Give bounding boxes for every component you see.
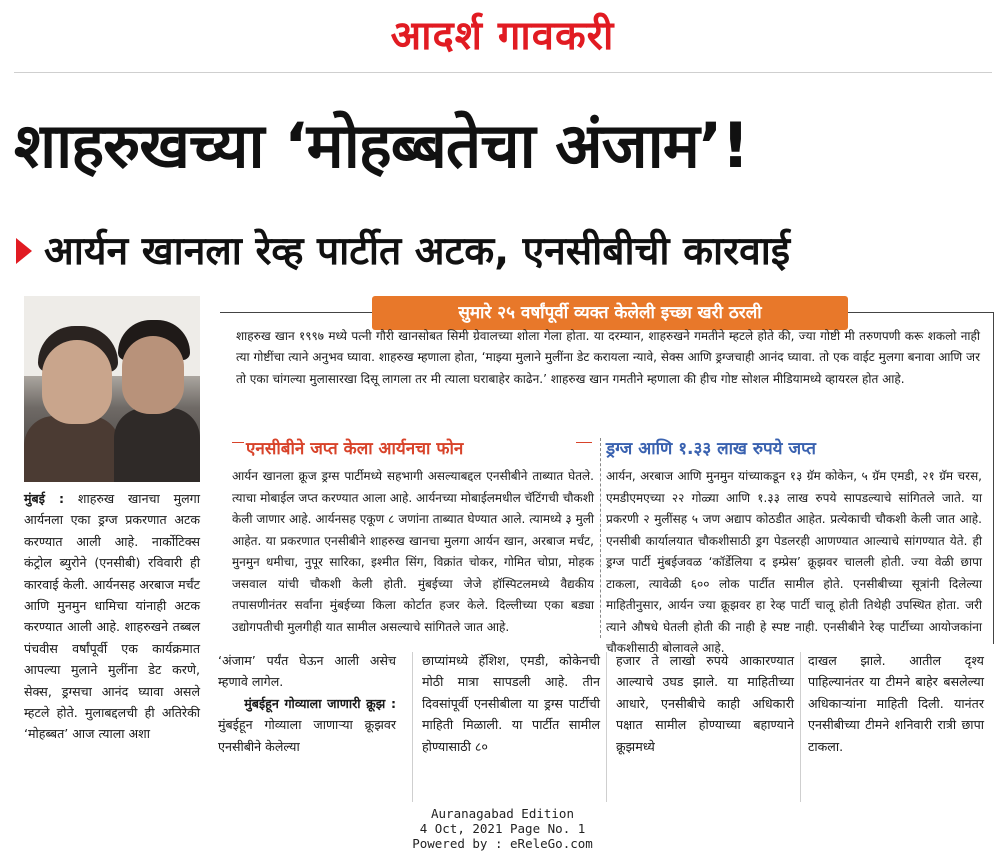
column-rule bbox=[606, 652, 607, 802]
left-column-text: आर्यन खानला क्रूज ड्रग्स पार्टीमध्ये सहभागी असल्याबद्दल एनसीबीने ताब्यात घेतले. त्याचा मोबाईल जप्त करण्यात आला आहे. आर्यनच्या मोबाईलमधील चॅटिंगची चौकशी केली जाणार आहे. आर्यनसह एकूण ८ जणांना ताब्यात घेण्यात आले. त्यामध्ये ३ मुली आहेत. या प्रकरणात एनसीबीने शाहरुख खानचा मुलगा आर्यन खान, अरबाज मर्चंट, मुनमुन धमीचा, नुपूर सारिका, इश्मीत सिंग, विक्रांत चोकर, गोमित चोप्रा, मोहक जसवाल यांची चौकशी केली होती. मुंबईच्या जेजे हॉस्पिटलमध्ये वैद्यकीय तपासणीनंतर सर्वांना मुंबईच्या किला कोर्टात हजर केले. दिल्लीच्या एका बड्या उद्योगपतीची मुलगीही यात सामील असल्याचे सांगितले जात आहे. bbox=[232, 469, 594, 634]
lead-paragraph bbox=[24, 488, 200, 745]
sub-headline-row bbox=[44, 222, 994, 282]
right-column-heading-row bbox=[606, 434, 986, 464]
box-banner-title: सुमारे २५ वर्षांपूर्वी व्यक्त केलेली इच्छा खरी ठरली bbox=[458, 303, 762, 323]
right-column-heading: ड्रग्ज आणि १.३३ लाख रुपये जप्त bbox=[606, 439, 816, 459]
right-column-text: आर्यन, अरबाज आणि मुनमुन यांच्याकडून १३ ग्रॅम कोकेन, ५ ग्रॅम एमडी, २१ ग्रॅम चरस, एमडीएमएच्या २२ गोळ्या आणि १.३३ लाख रुपये सापडल्याचे सांगितले जाते. या प्रकरणी २ मुलींसह ५ जण अद्याप कोठडीत आहेत. प्रत्येकाची चौकशी केली जात आहे. एनसीबी कार्यालयात चौकशीसाठी ड्रग पेडलरही आणण्यात आल्याचे सांगण्यात येते. ही ड्रग्ज पार्टी मुंबईजवळ ‘कॉर्डेलिया द इम्प्रेस’ क्रूझवर चालली होती. ज्या वेळी छापा टाकला, त्यावेळी ६०० लोक पार्टीत सामील होते. एनसीबीच्या सूत्रांनी दिलेल्या माहितीनुसार, आर्यन ज्या क्रूझवर हा रेव्ह पार्टी चालू होती तिथेही उपस्थित होता. जरी त्याने औषधे घेतली होती की नाही हे स्पष्ट नाही. एनसीबीने रेव्ह पार्टीच्या आयोजकांना चौकशीसाठी बोलावले आहे. bbox=[606, 469, 982, 655]
box-paragraph: शाहरुख खान १९९७ मध्ये पत्नी गौरी खानसोबत सिमी ग्रेवालच्या शोला गेला होता. या दरम्यान, शाहरुखने गमतीने म्हटले होते की, ज्या गोष्टी मी तरुणपणी करू शकलो नाही त्या गोष्टींचा त्याने अनुभव घ्यावा. शाहरुख म्हणाला होता, ‘माझ्या मुलाने मुलींना डेट करायला न्यावे, सेक्स आणि ड्रग्जचाही आनंद घ्यावा. तो एक वाईट मुलगा बनावा आणि जर तो एका चांगल्या मुलासारखा दिसू लागला तर मी त्याला घराबाहेर काढेन.’ शाहरुख खान गमतीने म्हणाला की हीच गोष्ट सोशल मीडियामध्ये व्हायरल होत आहे. bbox=[236, 329, 980, 386]
left-column-heading: एनसीबीने जप्त केला आर्यनचा फोन bbox=[246, 439, 464, 459]
bottom-col1-intro: ‘अंजाम’ पर्यंत घेऊन आली असेच म्हणावे लागेल. bbox=[218, 653, 396, 690]
sub-headline: आर्यन खानला रेव्ह पार्टीत अटक, एनसीबीची कारवाई bbox=[44, 229, 791, 274]
bottom-column-3: हजार ते लाखो रुपये आकारण्यात आल्याचे उघड झाले. या माहितीच्या आधारे, एनसीबीचे काही अधिकारी पक्षात सामील होण्याच्या बहाण्याने क्रूझमध्ये bbox=[616, 653, 794, 754]
main-headline: शाहरुखच्या ‘मोहब्बतेचा अंजाम’! bbox=[14, 109, 749, 182]
bottom-col1-subhead: मुंबईहून गोव्याला जाणारी क्रूझ : bbox=[244, 695, 396, 711]
date-page-label: 4 Oct, 2021 Page No. 1 bbox=[419, 821, 586, 836]
bottom-column-4: दाखल झाले. आतील दृश्य पाहिल्यानंतर या टीमने बाहेर बसलेल्या अधिकाऱ्यांना माहिती दिली. यानंतर एनसीबीच्या टीमने शनिवारी रात्री छापा टाकला. bbox=[808, 653, 984, 754]
masthead bbox=[0, 8, 1005, 64]
dateline: मुंबई : bbox=[24, 491, 65, 506]
column-rule bbox=[800, 652, 801, 802]
edition-label: Auranagabad Edition bbox=[431, 806, 574, 821]
page-footer bbox=[0, 806, 1005, 851]
box-banner bbox=[372, 296, 848, 330]
bottom-column-2: छाप्यांमध्ये हॅशिश, एमडी, कोकेनची मोठी मात्रा सापडली आहे. तीन दिवसांपूर्वी एनसीबीला या ड्रग्स पार्टीची माहिती मिळाली. या पार्टीत सामील होण्यासाठी ८० bbox=[422, 653, 600, 754]
column-rule bbox=[412, 652, 413, 802]
masthead-divider bbox=[14, 72, 992, 73]
bottom-col1-text: मुंबईहून गोव्याला जाणाऱ्या क्रूझवर एनसीबीने केलेल्या bbox=[218, 717, 396, 754]
powered-by-label: Powered by : eReleGo.com bbox=[412, 836, 593, 851]
left-column-heading-row bbox=[232, 434, 592, 464]
column-divider bbox=[600, 438, 601, 638]
news-photo bbox=[24, 296, 200, 482]
newspaper-logo: आदर्श गावकरी bbox=[390, 12, 615, 59]
lead-text: शाहरुख खानचा मुलगा आर्यनला एका ड्रग्ज प्रकरणात अटक करण्यात आली आहे. नार्कोटिक्स कंट्रोल ब्युरोने (एनसीबी) रविवारी ही कारवाई केली. आर्यनसह अरबाज मर्चंट आणि मुनमुन धामिचा यांनाही अटक करण्यात आली आहे. शाहरुखने तब्बल पंचवीस वर्षांपूर्वी एक कार्यक्रमात आपल्या मुलाने मुलींना डेट करणे, सेक्स, ड्रग्सचा आनंद घ्यावा असले म्हटले होते. मुलाबद्दलची ही अतिरेकी ‘मोहब्बत’ आज त्याला अशा bbox=[24, 491, 201, 742]
red-triangle-icon bbox=[16, 238, 32, 264]
bottom-column-1 bbox=[218, 650, 396, 757]
